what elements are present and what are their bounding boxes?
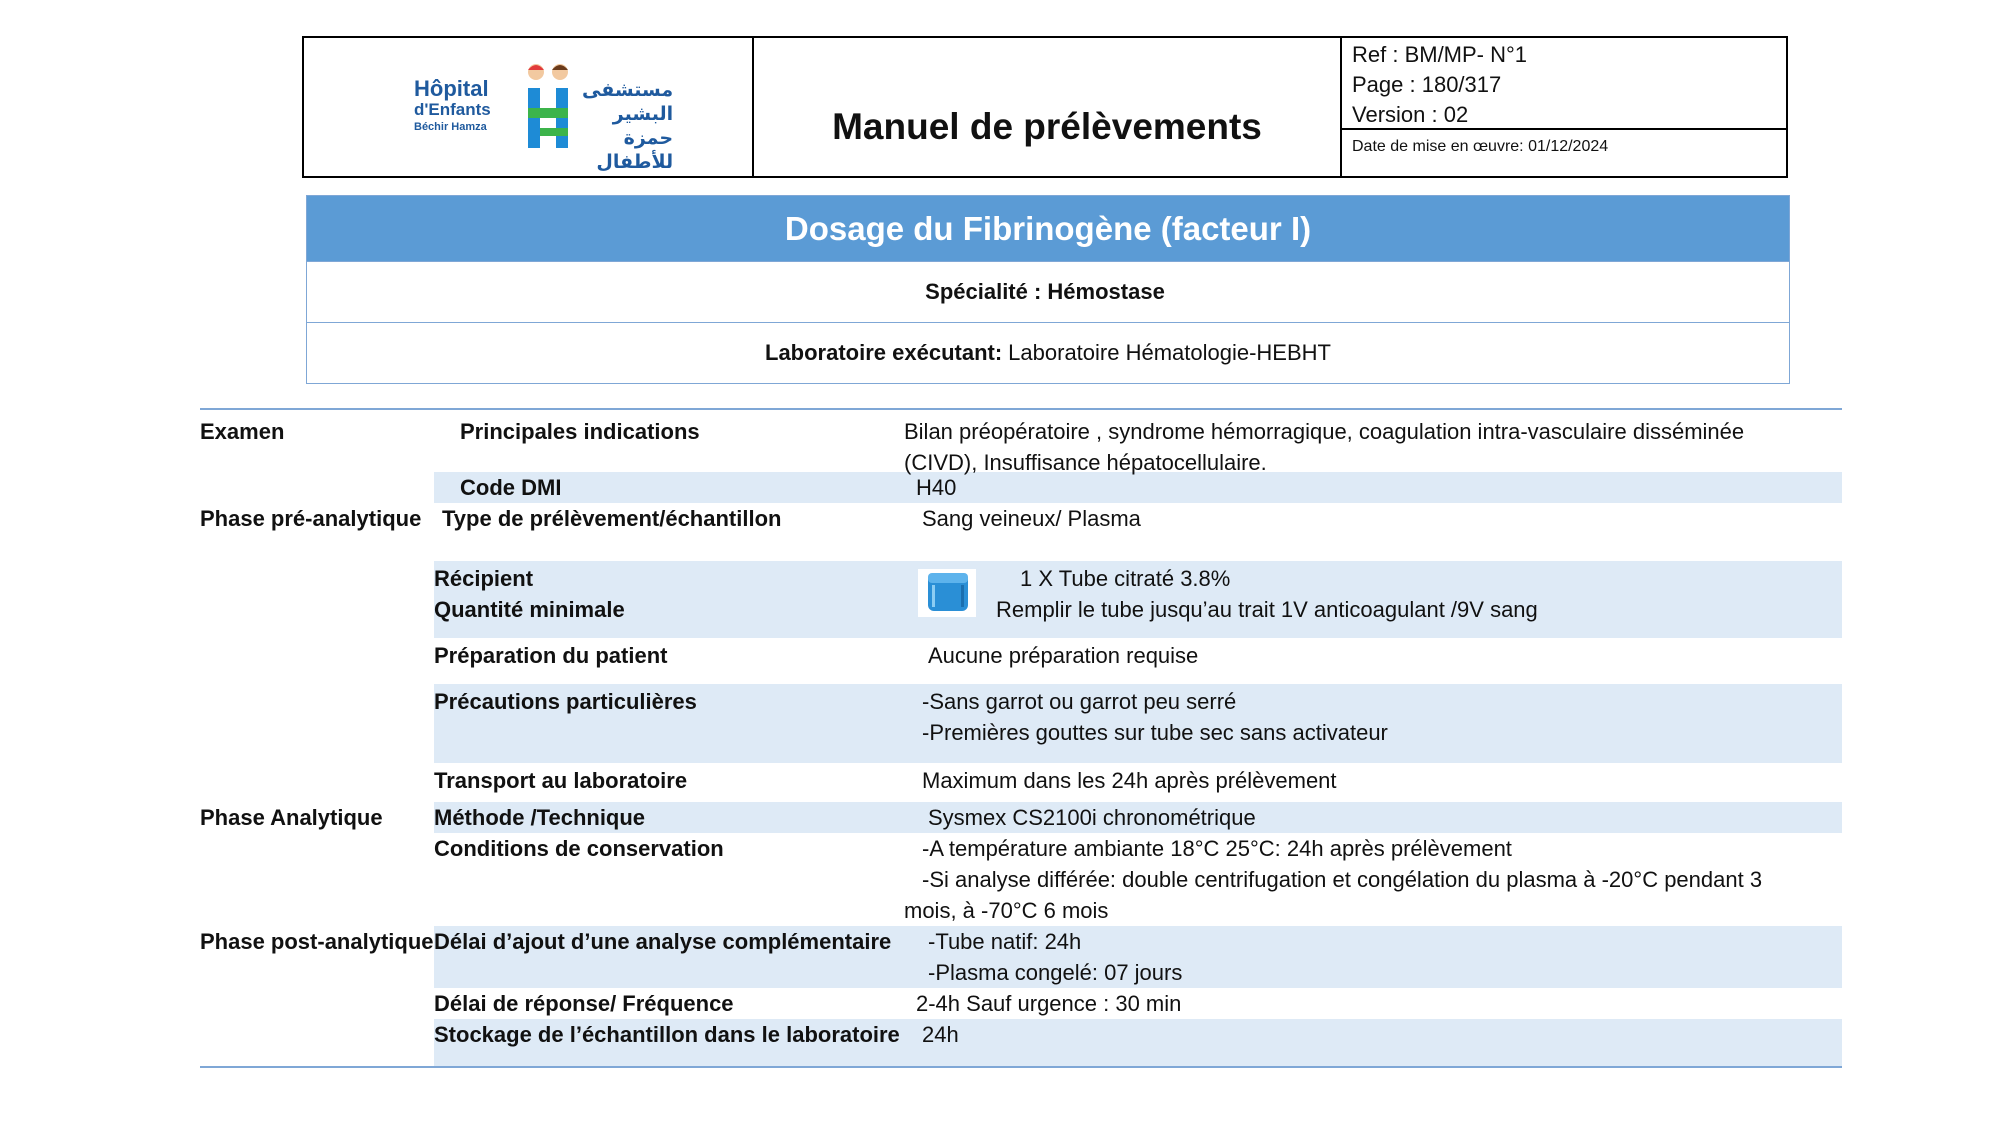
hospital-logo: [414, 58, 674, 173]
row-value: 2-4h Sauf urgence : 30 min: [916, 991, 1182, 1016]
row-value: Remplir le tube jusqu’au trait 1V anticoagulant /9V sang: [996, 597, 1538, 622]
row-value-line2: -Premières gouttes sur tube sec sans activateur: [922, 720, 1388, 745]
table-row: [200, 833, 1842, 926]
logo-arabic-text: [582, 78, 673, 174]
logo-cell: [304, 38, 754, 176]
row-value-line2: -Si analyse différée: double centrifugation et congélation du plasma à -20°C pendant 3: [922, 867, 1763, 892]
table-row: [200, 988, 1842, 1019]
row-value-line1: -Tube natif: 24h: [928, 929, 1082, 954]
specimen-table: [200, 408, 1842, 1068]
row-label: Principales indications: [460, 419, 700, 444]
row-value-line1: Bilan préopératoire , syndrome hémorragique, coagulation intra-vasculaire disséminée: [904, 419, 1745, 444]
lab-value: Laboratoire Hématologie-HEBHT: [1008, 340, 1331, 365]
logo-ar-line3: للأطفال: [596, 151, 674, 173]
phase-label: Phase post-analytique: [200, 929, 434, 954]
meta-info: [1342, 38, 1786, 130]
row-value: Aucune préparation requise: [928, 643, 1199, 668]
table-row: [200, 802, 1842, 833]
row-value-line3: mois, à -70°C 6 mois: [904, 898, 1109, 923]
row-value-line2: -Plasma congelé: 07 jours: [928, 960, 1183, 985]
row-value: [922, 686, 1388, 748]
phase-label: Phase pré-analytique: [200, 506, 422, 531]
row-label: Délai de réponse/ Fréquence: [434, 991, 734, 1016]
phase-label: Examen: [200, 419, 285, 444]
table-row: [200, 410, 1842, 475]
version-number: Version : 02: [1352, 102, 1469, 127]
test-title-block: [306, 195, 1790, 384]
row-label: Conditions de conservation: [434, 836, 724, 861]
row-label: Délai d’ajout d’une analyse complémentaire: [434, 929, 892, 954]
table-row: [200, 1019, 1842, 1066]
row-value-line1: -A température ambiante 18°C 25°C: 24h après prélèvement: [922, 836, 1512, 861]
row-value: 1 X Tube citraté 3.8%: [1020, 566, 1231, 591]
logo-fr-line2: d'Enfants: [414, 100, 491, 119]
table-row: [200, 763, 1842, 802]
row-label: Méthode /Technique: [434, 805, 646, 830]
row-value: [904, 416, 1744, 478]
table-row: [200, 638, 1842, 684]
lab-label: Laboratoire exécutant:: [765, 340, 1003, 365]
ref-number: Ref : BM/MP- N°1: [1352, 42, 1528, 67]
table-row: [200, 503, 1842, 561]
row-value: [904, 833, 1762, 926]
blue-cap-tube-icon: [918, 569, 976, 617]
table-row: [200, 926, 1842, 988]
implementation-date: Date de mise en œuvre: 01/12/2024: [1352, 138, 1609, 155]
row-label: Stockage de l’échantillon dans le laboratoire: [434, 1022, 900, 1047]
table-row: [200, 561, 1842, 638]
test-title: Dosage du Fibrinogène (facteur I): [307, 196, 1789, 261]
row-label: Récipient: [434, 566, 534, 591]
row-value: Maximum dans les 24h après prélèvement: [922, 768, 1337, 793]
row-value-line2: (CIVD), Insuffisance hépatocellulaire.: [904, 450, 1267, 475]
document-header: [302, 36, 1788, 178]
phase-label: Phase Analytique: [200, 805, 383, 830]
row-value-line1: -Sans garrot ou garrot peu serré: [922, 689, 1237, 714]
specialty-row: [307, 261, 1789, 322]
logo-ar-line2: البشير حمزة: [612, 103, 674, 149]
row-value: Sang veineux/ Plasma: [922, 506, 1141, 531]
children-emblem-icon: [520, 58, 580, 158]
row-value: H40: [916, 475, 957, 500]
row-label: Quantité minimale: [434, 597, 625, 622]
manual-title-cell: [754, 38, 1342, 176]
row-label: Code DMI: [460, 475, 562, 500]
row-label: Préparation du patient: [434, 643, 668, 668]
logo-fr-line3: Béchir Hamza: [414, 121, 487, 133]
document-meta: [1342, 38, 1786, 176]
page-number: Page : 180/317: [1352, 72, 1502, 97]
row-value: 24h: [922, 1022, 959, 1047]
row-label: Précautions particulières: [434, 689, 697, 714]
row-value: Sysmex CS2100i chronométrique: [928, 805, 1256, 830]
row-value: [928, 926, 1182, 988]
specialty-label: Spécialité : Hémostase: [925, 279, 1165, 304]
lab-row: [307, 322, 1789, 383]
logo-french-text: [414, 78, 491, 134]
manual-title: Manuel de prélèvements: [832, 106, 1262, 147]
logo-fr-line1: Hôpital: [414, 76, 489, 101]
row-label: Type de prélèvement/échantillon: [442, 506, 782, 531]
table-row: [200, 684, 1842, 763]
logo-ar-line1: مستشفى: [582, 79, 674, 101]
row-label: Transport au laboratoire: [434, 768, 688, 793]
